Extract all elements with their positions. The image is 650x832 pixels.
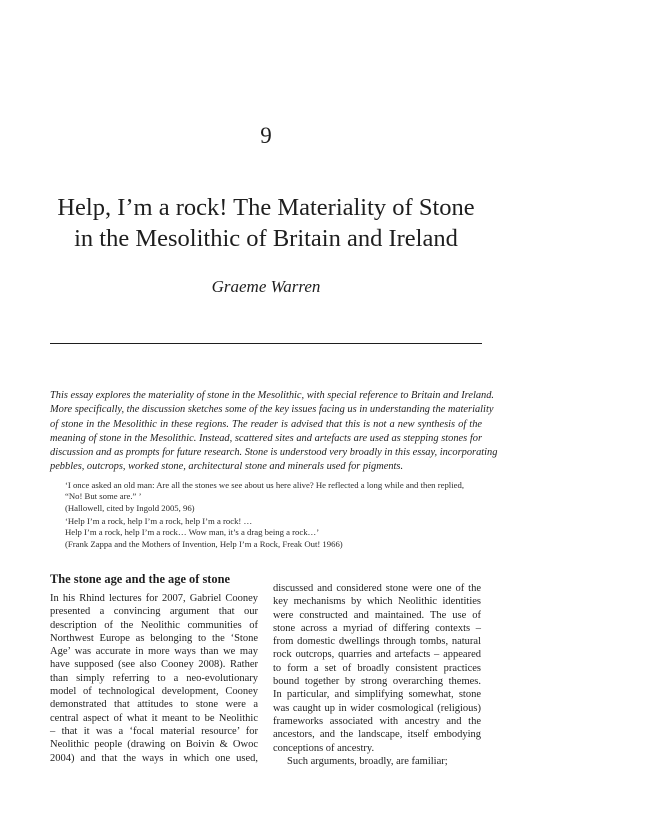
author-name: Graeme Warren bbox=[211, 277, 321, 296]
body-line: to form a set of broadly consistent practices bbox=[273, 662, 481, 674]
abstract-line: meaning of stone in the Mesolithic. Instead, scattered sites and artefacts are used as stepping stones for bbox=[50, 432, 482, 444]
body-line: bound together by strong overarching themes. bbox=[273, 676, 481, 688]
body-line: description of the Neolithic communities of bbox=[50, 619, 258, 631]
body-line: conceptions of ancestry. bbox=[273, 742, 375, 754]
body-line: from domestic dwellings through tombs, natural bbox=[273, 636, 481, 648]
body-line: rock outcrops, quarries and artefacts – appeared bbox=[273, 649, 481, 661]
body-line: discussed and considered stone were one of the bbox=[273, 583, 481, 594]
abstract-line: More specifically, the discussion sketches some of the key issues facing us in understanding the materiality bbox=[50, 404, 494, 416]
abstract bbox=[50, 389, 498, 475]
chapter-number: 9 bbox=[260, 123, 272, 148]
chapter-title-line: in the Mesolithic of Britain and Ireland bbox=[74, 225, 458, 252]
body-line: In particular, and simplifying somewhat, stone bbox=[273, 689, 481, 701]
body-line: Northwest Europe as belonging to the ‘Stone bbox=[50, 632, 258, 644]
epigraph-line: ‘Help I’m a rock, help I’m a rock, help I’m a rock! … bbox=[65, 516, 253, 526]
body-line: 2004) and that the ways in which one used, bbox=[50, 752, 258, 764]
body-line: frameworks associated with ancestry and the bbox=[273, 715, 481, 727]
chapter-title-line: Help, I’m a rock! The Materiality of Stone bbox=[57, 194, 475, 221]
epigraph-line: ‘I once asked an old man: Are all the stones we see about us here alive? He reflected a long while and then replied, bbox=[65, 480, 464, 490]
body-line: was caught up in wider cosmological (religious) bbox=[273, 702, 481, 714]
epigraph-line: Help I’m a rock, help I’m a rock… Wow man, it’s a drag being a rock…’ bbox=[65, 527, 320, 538]
epigraph-citation: (Hallowell, cited by Ingold 2005, 96) bbox=[65, 502, 195, 513]
body-line: Neolithic people (drawing on Boivin & Owoc bbox=[50, 739, 258, 751]
body-column-right bbox=[273, 582, 481, 768]
body-line: ancestors, and the landscape, itself embodying bbox=[273, 729, 481, 741]
body-line: – that it was a ‘focal material resource’ for bbox=[50, 725, 258, 737]
abstract-line: discussion and as prompts for future research. Stone is understood very broadly in this essay, incorporating bbox=[50, 447, 498, 459]
body-line: stone across a myriad of differing contexts – bbox=[273, 622, 481, 634]
body-line: Such arguments, broadly, are familiar; bbox=[287, 755, 448, 767]
body-line: presented a convincing argument that our bbox=[50, 606, 258, 618]
abstract-line: pebbles, outcrops, worked stone, architectural stone and minerals used for pigments. bbox=[50, 461, 404, 473]
body-line: have supposed (see also Cooney 2008). Rather bbox=[50, 659, 258, 671]
section-heading: The stone age and the age of stone bbox=[50, 572, 231, 586]
abstract-line: of stone in the Mesolithic in these regions. The reader is advised that this is not a new synthesis of the bbox=[50, 418, 482, 430]
body-line: key mechanisms by which Neolithic identities bbox=[273, 596, 481, 608]
body-line: demonstrated that attitudes to stone were a bbox=[50, 699, 258, 711]
epigraph-hallowell bbox=[65, 480, 485, 514]
epigraph-zappa bbox=[65, 516, 485, 550]
epigraph-citation: (Frank Zappa and the Mothers of Invention, Help I’m a Rock, Freak Out! 1966) bbox=[65, 538, 343, 549]
body-line: were constructed and maintained. The use of bbox=[273, 609, 481, 621]
body-line: Age’ was accurate in more ways than we may bbox=[50, 646, 258, 658]
abstract-line: This essay explores the materiality of stone in the Mesolithic, with special reference to Britain and Ireland. bbox=[50, 390, 495, 401]
body-line: central aspect of what it meant to be Neolithic bbox=[50, 712, 258, 724]
body-line: In his Rhind lectures for 2007, Gabriel Cooney bbox=[50, 593, 258, 604]
body-line: model of technological development, Cooney bbox=[50, 686, 258, 698]
body-line: than simply referring to a neo-evolutionary bbox=[50, 672, 258, 684]
chapter-title bbox=[40, 192, 492, 254]
body-column-left bbox=[50, 592, 258, 765]
title-divider bbox=[50, 343, 482, 344]
epigraph-line: “No! But some are.” ’ bbox=[65, 491, 142, 502]
